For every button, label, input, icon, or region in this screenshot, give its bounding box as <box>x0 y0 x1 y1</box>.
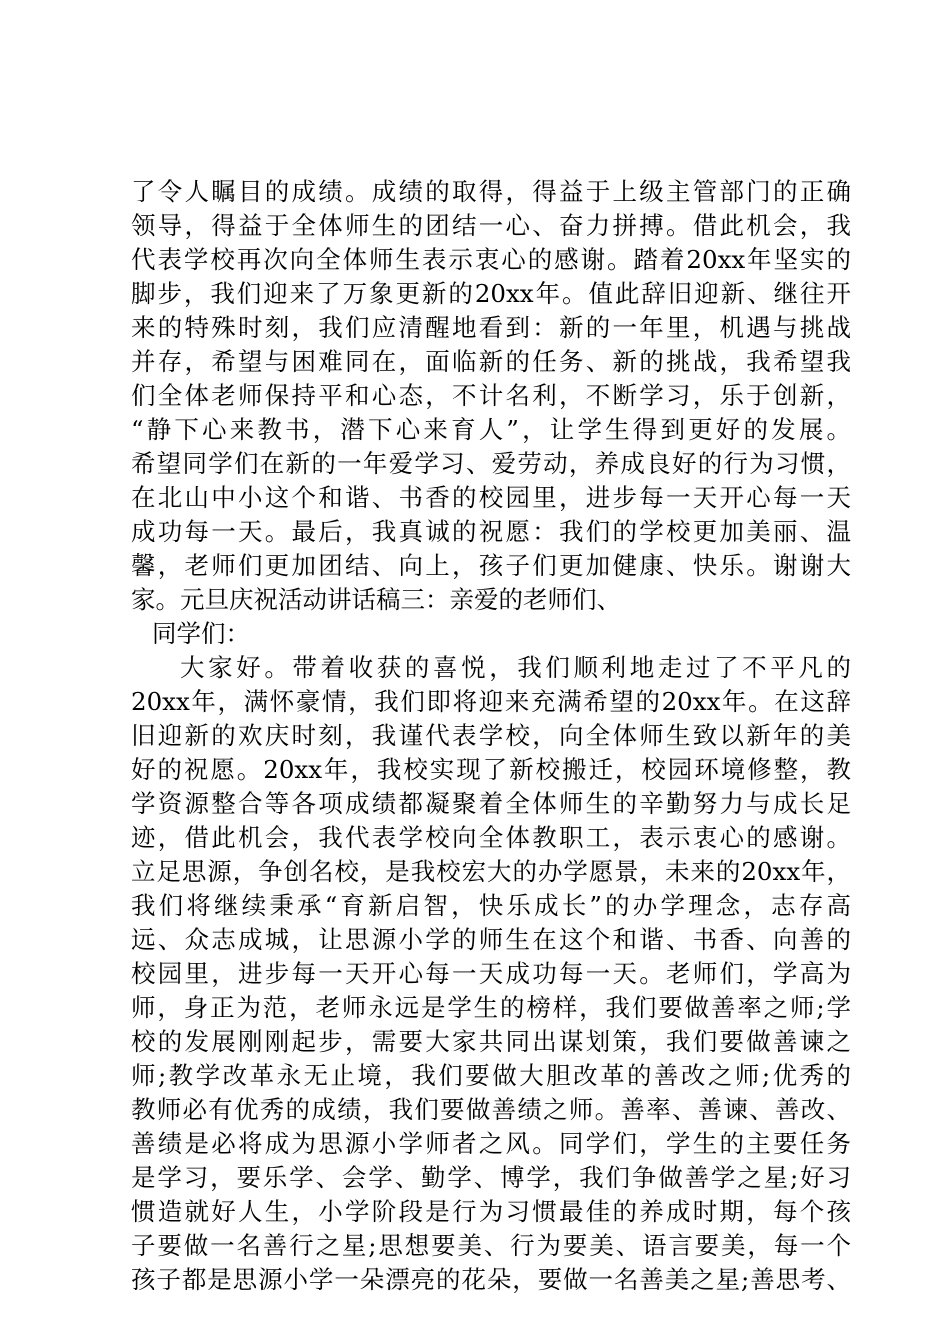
text-line: 家。元旦庆祝活动讲话稿三：亲爱的老师们、 <box>131 585 621 614</box>
text-line: 师，身正为范，老师永远是学生的榜样，我们要做善率之师;学 <box>131 993 851 1022</box>
text-line: 来的特殊时刻，我们应清醒地看到：新的一年里，机遇与挑战 <box>131 313 851 342</box>
text-line: 馨，老师们更加团结、向上，孩子们更加健康、快乐。谢谢大 <box>131 551 851 580</box>
paragraph-first-line: 大家好。带着收获的喜悦，我们顺利地走过了不平凡的 <box>180 653 851 682</box>
text-line: 在北山中小这个和谐、书香的校园里，进步每一天开心每一天 <box>131 483 851 512</box>
text-line: 领导，得益于全体师生的团结一心、奋力拼搏。借此机会，我 <box>131 211 851 240</box>
text-line: 学资源整合等各项成绩都凝聚着全体师生的辛勤努力与成长足 <box>131 789 851 818</box>
text-line: 是学习，要乐学、会学、勤学、博学，我们争做善学之星;好习 <box>131 1163 851 1192</box>
text-line: 成功每一天。最后，我真诚的祝愿：我们的学校更加美丽、温 <box>131 517 851 546</box>
text-line: 了令人瞩目的成绩。成绩的取得，得益于上级主管部门的正确 <box>131 177 851 206</box>
text-line: “静下心来教书，潜下心来育人”，让学生得到更好的发展。 <box>131 415 851 444</box>
text-line: 校的发展刚刚起步，需要大家共同出谋划策，我们要做善谏之 <box>131 1027 851 1056</box>
text-line: 远、众志成城，让思源小学的师生在这个和谐、书香、向善的 <box>131 925 851 954</box>
text-line: 们全体老师保持平和心态，不计名利，不断学习，乐于创新， <box>131 381 851 410</box>
text-line: 惯造就好人生，小学阶段是行为习惯最佳的养成时期，每个孩 <box>131 1197 851 1226</box>
text-line: 迹，借此机会，我代表学校向全体教职工，表示衷心的感谢。 <box>131 823 851 852</box>
text-line: 代表学校再次向全体师生表示衷心的感谢。踏着20xx年坚实的 <box>131 245 851 274</box>
text-line: 校园里，进步每一天开心每一天成功每一天。老师们，学高为 <box>131 959 851 988</box>
text-line: 孩子都是思源小学一朵漂亮的花朵，要做一名善美之星;善思考、 <box>131 1265 851 1294</box>
salutation-line: 同学们： <box>152 619 250 648</box>
text-line: 师;教学改革永无止境，我们要做大胆改革的善改之师;优秀的 <box>131 1061 851 1090</box>
text-line: 善绩是必将成为思源小学师者之风。同学们，学生的主要任务 <box>131 1129 851 1158</box>
text-line: 20xx年，满怀豪情，我们即将迎来充满希望的20xx年。在这辞 <box>131 687 851 716</box>
text-line: 子要做一名善行之星;思想要美、行为要美、语言要美，每一个 <box>131 1231 851 1260</box>
text-line: 我们将继续秉承“育新启智，快乐成长”的办学理念，志存高 <box>131 891 851 920</box>
text-line: 并存，希望与困难同在，面临新的任务、新的挑战，我希望我 <box>131 347 851 376</box>
text-line: 希望同学们在新的一年爱学习、爱劳动，养成良好的行为习惯， <box>131 449 851 478</box>
text-line: 立足思源，争创名校，是我校宏大的办学愿景，未来的20xx年， <box>131 857 851 886</box>
text-line: 脚步，我们迎来了万象更新的20xx年。值此辞旧迎新、继往开 <box>131 279 851 308</box>
text-line: 好的祝愿。20xx年，我校实现了新校搬迁，校园环境修整，教 <box>131 755 851 784</box>
text-line: 教师必有优秀的成绩，我们要做善绩之师。善率、善谏、善改、 <box>131 1095 851 1124</box>
text-line: 旧迎新的欢庆时刻，我谨代表学校，向全体师生致以新年的美 <box>131 721 851 750</box>
